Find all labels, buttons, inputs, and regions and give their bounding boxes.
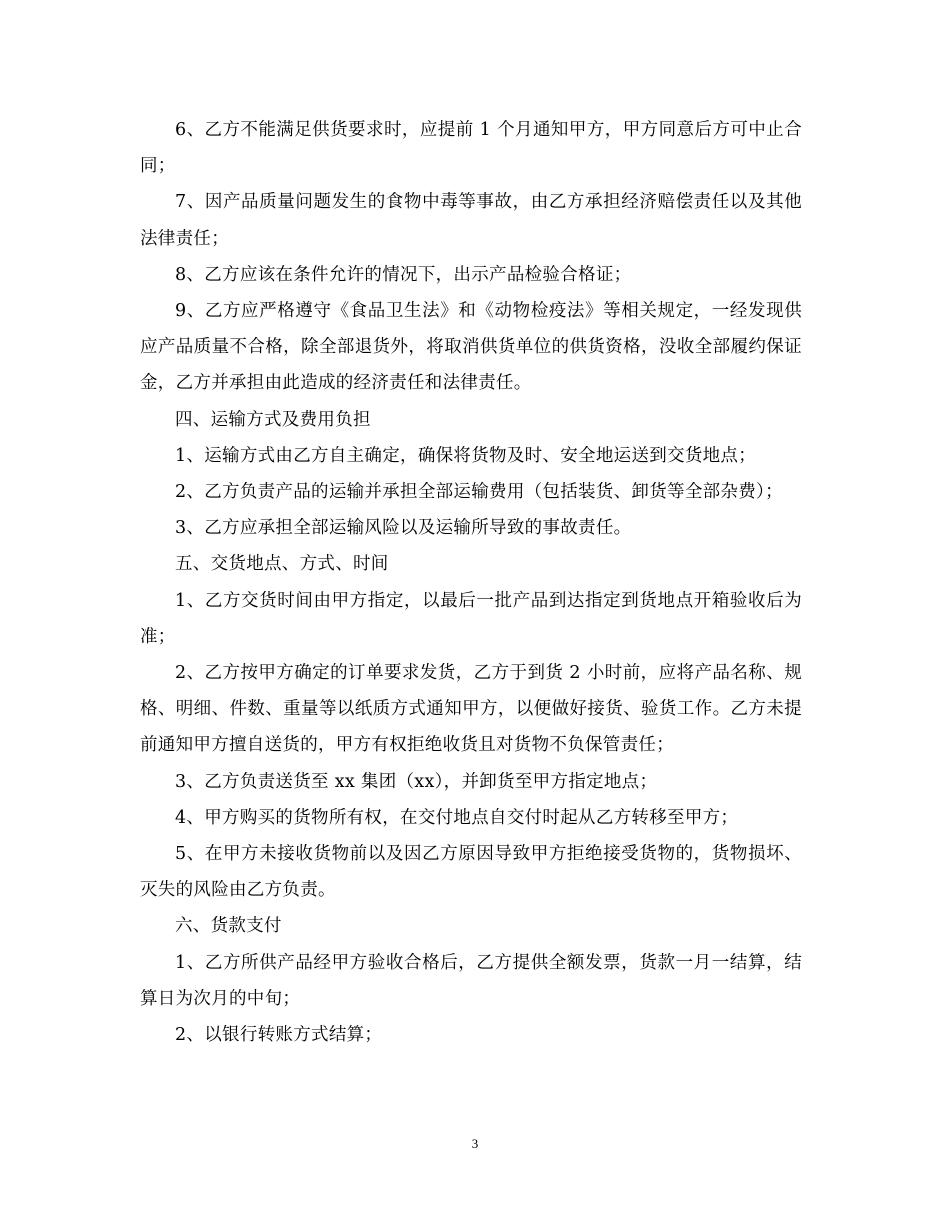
clause-8-inspection-certificate: 8、乙方应该在条件允许的情况下，出示产品检验合格证； (175, 264, 632, 285)
clause-6-supply-notice: 6、乙方不能满足供货要求时，应提前 1 个月通知甲方，甲方同意后方可中止合同； (140, 120, 802, 177)
document-body (140, 112, 802, 1053)
section-heading-transport: 四、运输方式及费用负担 (175, 409, 371, 430)
page-number: 3 (471, 1136, 479, 1151)
delivery-clause-3: 3、乙方负责送货至 xx 集团（xx），并卸货至甲方指定地点； (175, 771, 658, 792)
delivery-clause-2: 2、乙方按甲方确定的订单要求发货，乙方于到货 2 小时前，应将产品名称、规格、明细、件数、重量等以纸质方式通知甲方，以便做好接货、验货工作。乙方未提前通知甲方擅自送货的，甲方有权拒绝收货且对货物不负保管责任； (140, 663, 802, 756)
clause-7-food-poisoning-liability: 7、因产品质量问题发生的食物中毒等事故，由乙方承担经济赔偿责任以及其他法律责任； (140, 192, 802, 249)
payment-clause-1: 1、乙方所供产品经甲方验收合格后，乙方提供全额发票，货款一月一结算，结算日为次月的中旬； (140, 952, 802, 1009)
delivery-clause-1: 1、乙方交货时间由甲方指定，以最后一批产品到达指定到货地点开箱验收后为准； (140, 590, 802, 647)
section-heading-delivery: 五、交货地点、方式、时间 (175, 554, 389, 575)
clause-9-food-safety-law: 9、乙方应严格遵守《食品卫生法》和《动物检疫法》等相关规定，一经发现供应产品质量不合格，除全部退货外，将取消供货单位的供货资格，没收全部履约保证金，乙方并承担由此造成的经济责任和法律责任。 (140, 301, 802, 394)
delivery-clause-4: 4、甲方购买的货物所有权，在交付地点自交付时起从乙方转移至甲方； (175, 807, 739, 828)
transport-clause-1: 1、运输方式由乙方自主确定，确保将货物及时、安全地运送到交货地点； (175, 445, 757, 466)
transport-clause-2: 2、乙方负责产品的运输并承担全部运输费用（包括装货、卸货等全部杂费）； (175, 482, 783, 503)
payment-clause-2: 2、以银行转账方式结算； (175, 1025, 383, 1046)
section-heading-payment: 六、货款支付 (175, 916, 282, 937)
transport-clause-3: 3、乙方应承担全部运输风险以及运输所导致的事故责任。 (175, 518, 632, 539)
delivery-clause-5: 5、在甲方未接收货物前以及因乙方原因导致甲方拒绝接受货物的，货物损坏、灭失的风险由乙方负责。 (140, 844, 802, 901)
